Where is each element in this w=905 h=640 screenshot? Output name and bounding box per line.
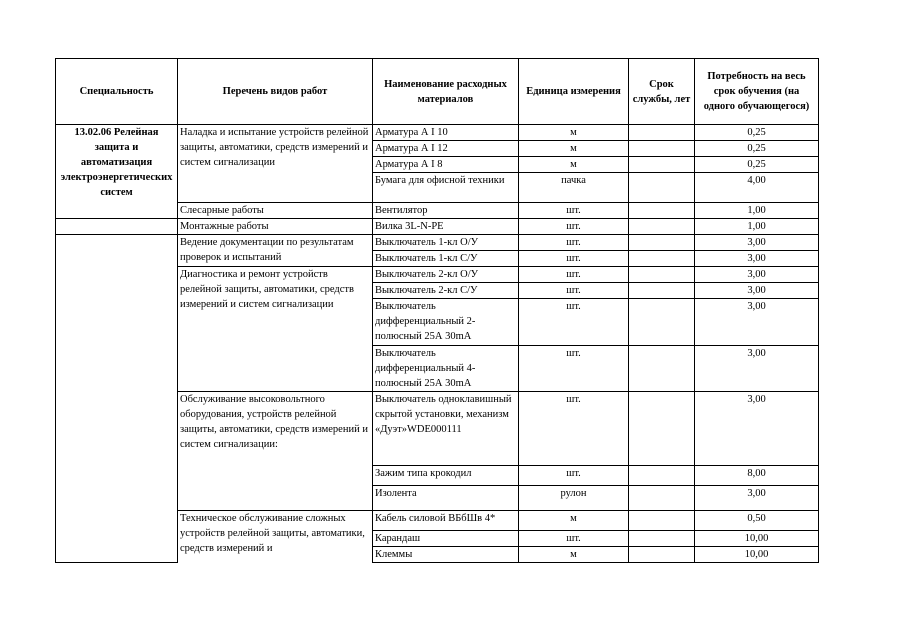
need-cell: 3,00	[695, 392, 819, 466]
header-specialty: Специальность	[56, 59, 178, 125]
work-cell: Техническое обслуживание сложных устройств релейной защиты, автоматики, средств измерений и	[178, 511, 373, 563]
header-need: Потребность на весь срок обучения (на одного обучающегося)	[695, 59, 819, 125]
material-cell: Арматура А I 12	[373, 141, 519, 157]
life-cell	[629, 267, 695, 283]
life-cell	[629, 235, 695, 251]
life-cell	[629, 299, 695, 346]
header-lifetime: Срок службы, лет	[629, 59, 695, 125]
life-cell	[629, 203, 695, 219]
need-cell: 0,25	[695, 141, 819, 157]
material-cell: Выключатель дифференциальный 2-полюсный 25А 30mA	[373, 299, 519, 346]
work-cell: Монтажные работы	[178, 219, 373, 235]
header-work-list: Перечень видов работ	[178, 59, 373, 125]
need-cell: 3,00	[695, 251, 819, 267]
material-cell: Вентилятор	[373, 203, 519, 219]
need-cell: 3,00	[695, 346, 819, 392]
need-cell: 3,00	[695, 283, 819, 299]
material-cell: Выключатель 1-кл О/У	[373, 235, 519, 251]
need-cell: 3,00	[695, 235, 819, 251]
unit-cell: шт.	[519, 531, 629, 547]
material-cell: Выключатель одноклавишный скрытой установки, механизм «Дуэт»WDE000111	[373, 392, 519, 466]
life-cell	[629, 125, 695, 141]
unit-cell: шт.	[519, 203, 629, 219]
specialty-cell-cont	[56, 235, 178, 563]
unit-cell: шт.	[519, 392, 629, 466]
unit-cell: шт.	[519, 267, 629, 283]
table-row	[56, 219, 819, 235]
unit-cell: шт.	[519, 219, 629, 235]
life-cell	[629, 219, 695, 235]
specialty-cell: 13.02.06 Релейная защита и автоматизация электроэнергетических систем	[56, 125, 178, 219]
need-cell: 0,50	[695, 511, 819, 531]
material-cell: Изолента	[373, 486, 519, 511]
material-cell: Выключатель 2-кл О/У	[373, 267, 519, 283]
material-cell: Выключатель 2-кл С/У	[373, 283, 519, 299]
need-cell: 1,00	[695, 203, 819, 219]
need-cell: 0,25	[695, 125, 819, 141]
unit-cell: шт.	[519, 346, 629, 392]
material-cell: Вилка 3L-N-PE	[373, 219, 519, 235]
material-cell: Зажим типа крокодил	[373, 466, 519, 486]
life-cell	[629, 392, 695, 466]
material-cell: Арматура А I 8	[373, 157, 519, 173]
unit-cell: шт.	[519, 299, 629, 346]
unit-cell: рулон	[519, 486, 629, 511]
need-cell: 10,00	[695, 547, 819, 563]
need-cell: 8,00	[695, 466, 819, 486]
unit-cell: м	[519, 547, 629, 563]
life-cell	[629, 346, 695, 392]
unit-cell: пачка	[519, 173, 629, 203]
unit-cell: м	[519, 157, 629, 173]
life-cell	[629, 486, 695, 511]
unit-cell: м	[519, 125, 629, 141]
need-cell: 10,00	[695, 531, 819, 547]
work-cell: Диагностика и ремонт устройств релейной защиты, автоматики, средств измерений и систем сигнализации	[178, 267, 373, 392]
table-row	[56, 125, 819, 141]
work-cell: Обслуживание высоковольтного оборудования, устройств релейной защиты, автоматики, средств измерений и систем сигнализации:	[178, 392, 373, 511]
material-cell: Бумага для офисной техники	[373, 173, 519, 203]
header-unit: Единица измерения	[519, 59, 629, 125]
life-cell	[629, 531, 695, 547]
specialty-cell-cont	[56, 219, 178, 235]
work-cell: Ведение документации по результатам проверок и испытаний	[178, 235, 373, 267]
unit-cell: шт.	[519, 283, 629, 299]
header-materials: Наименование расходных материалов	[373, 59, 519, 125]
unit-cell: м	[519, 141, 629, 157]
material-cell: Клеммы	[373, 547, 519, 563]
need-cell: 3,00	[695, 486, 819, 511]
material-cell: Кабель силовой ВБбШв 4*	[373, 511, 519, 531]
materials-table	[55, 58, 819, 563]
life-cell	[629, 283, 695, 299]
life-cell	[629, 141, 695, 157]
work-cell: Наладка и испытание устройств релейной защиты, автоматики, средств измерений и систем сигнализации	[178, 125, 373, 203]
unit-cell: шт.	[519, 251, 629, 267]
need-cell: 4,00	[695, 173, 819, 203]
life-cell	[629, 157, 695, 173]
material-cell: Арматура А I 10	[373, 125, 519, 141]
life-cell	[629, 466, 695, 486]
life-cell	[629, 511, 695, 531]
material-cell: Выключатель дифференциальный 4-полюсный 25А 30mA	[373, 346, 519, 392]
unit-cell: шт.	[519, 466, 629, 486]
unit-cell: м	[519, 511, 629, 531]
need-cell: 3,00	[695, 267, 819, 283]
need-cell: 1,00	[695, 219, 819, 235]
material-cell: Выключатель 1-кл С/У	[373, 251, 519, 267]
need-cell: 0,25	[695, 157, 819, 173]
need-cell: 3,00	[695, 299, 819, 346]
work-cell: Слесарные работы	[178, 203, 373, 219]
table-row	[56, 235, 819, 251]
unit-cell: шт.	[519, 235, 629, 251]
life-cell	[629, 251, 695, 267]
life-cell	[629, 547, 695, 563]
material-cell: Карандаш	[373, 531, 519, 547]
life-cell	[629, 173, 695, 203]
